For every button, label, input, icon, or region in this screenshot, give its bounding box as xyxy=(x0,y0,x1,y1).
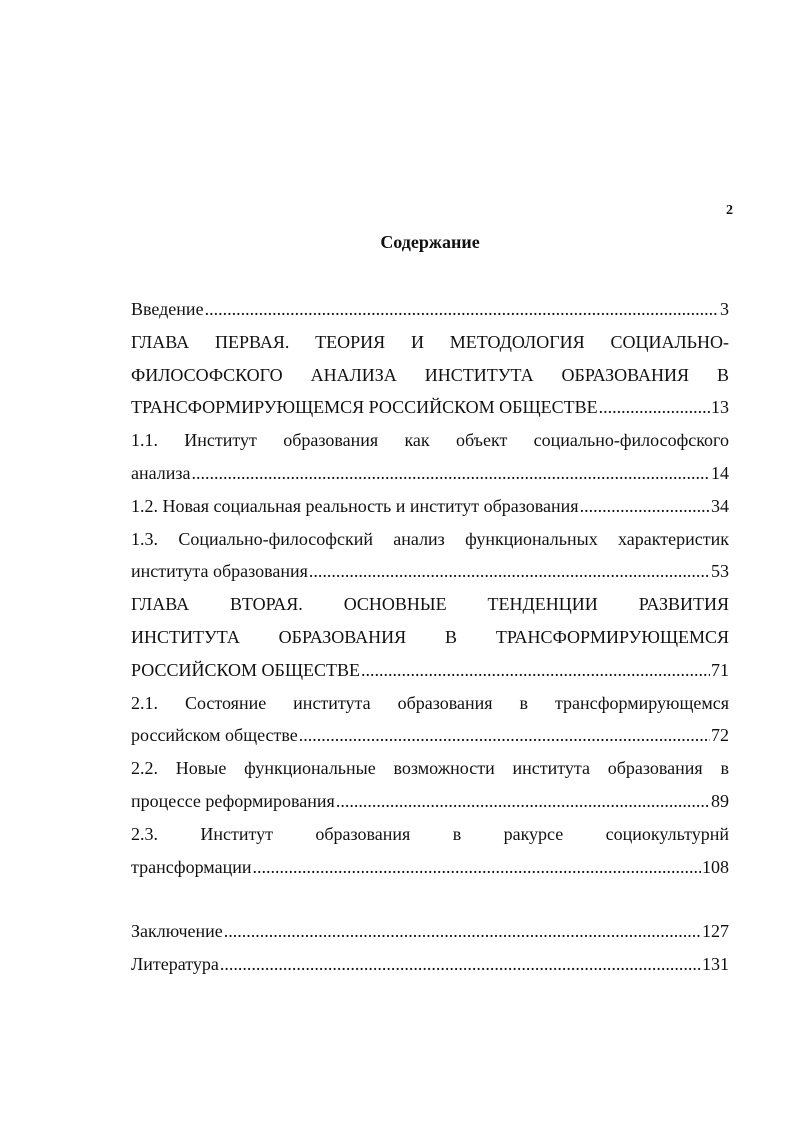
toc-page-number: 14 xyxy=(711,462,729,483)
toc-entry[interactable] xyxy=(131,818,729,884)
toc-entry-line: 2.3. Институт образования в ракурсе социокультурнй xyxy=(131,823,729,844)
toc-entry-text: РОССИЙСКОМ ОБЩЕСТВЕ xyxy=(131,659,361,680)
toc-entry-text: института образования xyxy=(131,561,308,582)
toc-entry-last-line xyxy=(131,785,729,818)
toc-spacer xyxy=(131,883,729,915)
toc-entry-text: российском обществе xyxy=(131,725,298,746)
toc-entry-line: 1.3. Социально-философский анализ функциональных характеристик xyxy=(131,528,729,549)
toc-page-number: 127 xyxy=(702,921,729,942)
toc-leader-dots xyxy=(252,851,701,884)
toc-entry[interactable] xyxy=(131,523,729,589)
toc-entry-last-line xyxy=(131,490,729,523)
toc-leader-dots xyxy=(299,719,710,752)
toc-leader-dots xyxy=(580,490,710,523)
toc-entry[interactable] xyxy=(131,326,729,424)
toc-entry-line: ГЛАВА ВТОРАЯ. ОСНОВНЫЕ ТЕНДЕНЦИИ РАЗВИТИЯ xyxy=(131,594,729,615)
toc-page-number: 53 xyxy=(711,561,729,582)
toc-leader-dots xyxy=(191,457,710,490)
toc-page-number: 108 xyxy=(702,856,729,877)
toc-leader-dots xyxy=(361,654,710,687)
toc-entry-text: анализа xyxy=(131,462,191,483)
toc-entry-line: ГЛАВА ПЕРВАЯ. ТЕОРИЯ И МЕТОДОЛОГИЯ СОЦИАЛЬНО- xyxy=(131,331,729,352)
toc-entry-line: ИНСТИТУТА ОБРАЗОВАНИЯ В ТРАНСФОРМИРУЮЩЕМСЯ xyxy=(131,626,729,647)
toc-entry-text: ТРАНСФОРМИРУЮЩЕМСЯ РОССИЙСКОМ ОБЩЕСТВЕ xyxy=(131,397,598,418)
toc-page-number: 3 xyxy=(720,299,729,319)
toc-entry-text: трансформации xyxy=(131,856,252,877)
toc-page-number: 13 xyxy=(711,397,729,418)
toc-page-number: 131 xyxy=(702,954,729,975)
toc-entry-line: ФИЛОСОФСКОГО АНАЛИЗА ИНСТИТУТА ОБРАЗОВАНИЯ В xyxy=(131,364,729,385)
toc-entry-text: Введение xyxy=(131,299,204,319)
toc-leader-dots xyxy=(336,785,710,818)
toc-entry[interactable] xyxy=(131,687,729,753)
toc-leader-dots xyxy=(220,948,701,981)
toc-entry-last-line xyxy=(131,948,729,981)
toc-entry[interactable] xyxy=(131,293,729,326)
toc-entry-last-line xyxy=(131,293,729,326)
toc-page-number: 72 xyxy=(711,725,729,746)
toc-entry-last-line xyxy=(131,915,729,948)
toc-entry-last-line xyxy=(131,555,729,588)
toc-entry-line: 1.1. Институт образования как объект социально-философского xyxy=(131,430,729,451)
toc-entry-text: процессе реформирования xyxy=(131,790,335,811)
toc-entry[interactable] xyxy=(131,588,729,686)
toc-entry[interactable] xyxy=(131,424,729,490)
toc-entry[interactable] xyxy=(131,915,729,948)
toc-leader-dots xyxy=(599,391,710,424)
toc-entry-text: 1.2. Новая социальная реальность и институт образования xyxy=(131,495,579,516)
toc-leader-dots xyxy=(309,555,710,588)
toc-entry[interactable] xyxy=(131,490,729,523)
toc-entry-last-line xyxy=(131,391,729,424)
toc-entry[interactable] xyxy=(131,752,729,818)
toc-entry-line: 2.2. Новые функциональные возможности института образования в xyxy=(131,758,729,779)
toc-title: Содержание xyxy=(380,232,480,252)
toc-entry-text: Заключение xyxy=(131,921,223,942)
toc-entry-line: 2.1. Состояние института образования в трансформирующемся xyxy=(131,692,729,713)
toc-entry-last-line xyxy=(131,457,729,490)
toc-entry-last-line xyxy=(131,719,729,752)
toc-leader-dots xyxy=(224,915,701,948)
toc-entry-last-line xyxy=(131,851,729,884)
toc-leader-dots xyxy=(205,293,719,326)
toc-entry-last-line xyxy=(131,654,729,687)
toc-entry[interactable] xyxy=(131,948,729,981)
page-number: 2 xyxy=(726,203,733,218)
toc-page-number: 34 xyxy=(711,495,729,516)
toc-entry-text: Литература xyxy=(131,954,219,975)
table-of-contents xyxy=(131,293,729,981)
toc-page-number: 71 xyxy=(711,659,729,680)
toc-page-number: 89 xyxy=(711,790,729,811)
